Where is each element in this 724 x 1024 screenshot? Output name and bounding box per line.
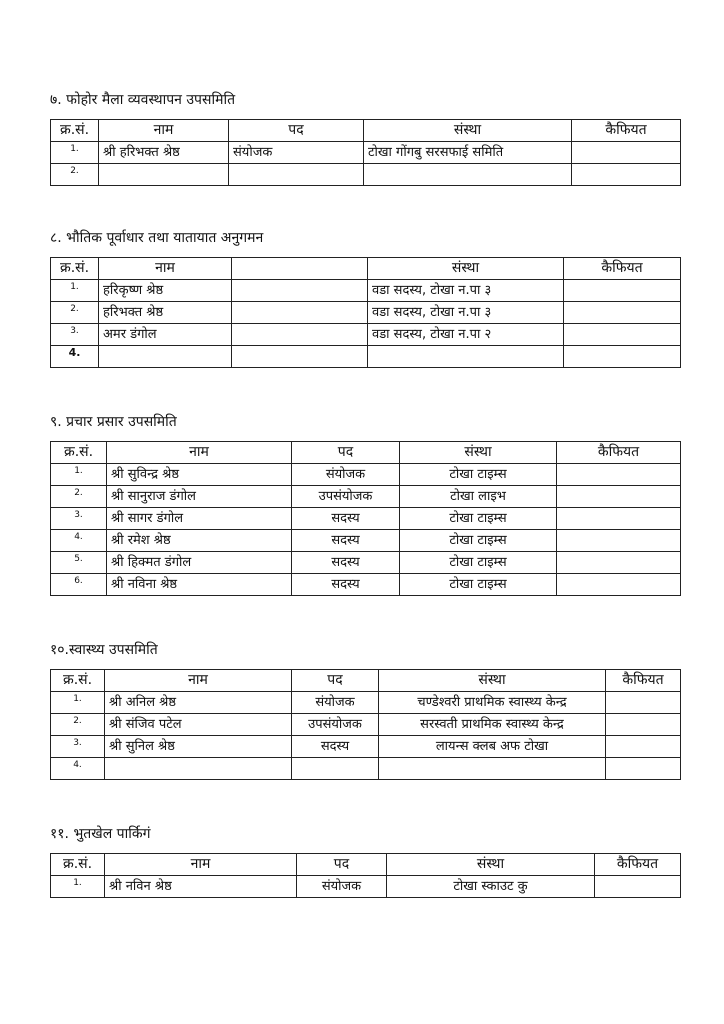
cell-sn: 3. (51, 508, 107, 530)
col-header-organization: संस्था (387, 854, 595, 876)
col-header-name: नाम (105, 670, 292, 692)
cell-remarks (557, 464, 681, 486)
section-heading: ७. फोहोर मैला व्यवस्थापन उपसमिति (50, 92, 236, 108)
cell-remarks (564, 280, 681, 302)
section-10 (50, 640, 681, 780)
table-row (51, 692, 681, 714)
cell-remarks (557, 574, 681, 596)
cell-remarks (606, 714, 681, 736)
cell-organization: चण्डेश्वरी प्राथमिक स्वास्थ्य केन्द्र (379, 692, 606, 714)
cell-organization: टोखा स्काउट कु (387, 876, 595, 898)
cell-post: सदस्य (292, 530, 400, 552)
cell-organization: वडा सदस्य, टोखा न.पा ३ (368, 302, 564, 324)
cell-organization: टोखा टाइम्स (400, 464, 557, 486)
col-header-sn: क्र.सं. (51, 442, 107, 464)
section-heading: ९. प्रचार प्रसार उपसमिति (50, 414, 177, 430)
cell-organization (368, 346, 564, 368)
cell-sn: 6. (51, 574, 107, 596)
cell-blank (232, 324, 368, 346)
col-header-name: नाम (107, 442, 292, 464)
cell-organization: टोखा गोंगबु सरसफाई समिति (364, 142, 572, 164)
table-row (51, 530, 681, 552)
cell-sn: 1. (51, 464, 107, 486)
committee-table (50, 257, 681, 368)
col-header-remarks: कैफियत (557, 442, 681, 464)
table-row (51, 486, 681, 508)
cell-post: सदस्य (292, 552, 400, 574)
cell-organization: टोखा टाइम्स (400, 552, 557, 574)
col-header-sn: क्र.सं. (51, 854, 105, 876)
table-row (51, 142, 681, 164)
table-header-row (51, 854, 681, 876)
table-header-row (51, 670, 681, 692)
col-header-organization: संस्था (379, 670, 606, 692)
cell-organization: टोखा लाइभ (400, 486, 557, 508)
cell-post: उपसंयोजक (292, 486, 400, 508)
cell-post: सदस्य (292, 736, 379, 758)
cell-sn: 2. (51, 164, 99, 186)
cell-organization: सरस्वती प्राथमिक स्वास्थ्य केन्द्र (379, 714, 606, 736)
table-header-row (51, 258, 681, 280)
cell-name: हरिभक्त श्रेष्ठ (99, 302, 232, 324)
cell-name: श्री हिक्मत डंगोल (107, 552, 292, 574)
cell-name: श्री नविन श्रेष्ठ (105, 876, 297, 898)
cell-name: श्री सुनिल श्रेष्ठ (105, 736, 292, 758)
cell-organization (364, 164, 572, 186)
cell-remarks (557, 508, 681, 530)
cell-organization: लायन्स क्लब अफ टोखा (379, 736, 606, 758)
cell-remarks (564, 302, 681, 324)
cell-sn: 4. (51, 346, 99, 368)
committee-table (50, 853, 681, 898)
col-header-name: नाम (105, 854, 297, 876)
cell-remarks (557, 530, 681, 552)
cell-name (99, 346, 232, 368)
cell-remarks (595, 876, 681, 898)
cell-remarks (572, 142, 681, 164)
col-header-organization: संस्था (368, 258, 564, 280)
cell-name: अमर डंगोल (99, 324, 232, 346)
section-heading: ८. भौतिक पूर्वाधार तथा यातायात अनुगमन (50, 230, 264, 246)
cell-organization: टोखा टाइम्स (400, 574, 557, 596)
cell-remarks (557, 486, 681, 508)
cell-remarks (564, 346, 681, 368)
table-row (51, 552, 681, 574)
cell-name: हरिकृष्ण श्रेष्ठ (99, 280, 232, 302)
cell-remarks (557, 552, 681, 574)
cell-sn: 5. (51, 552, 107, 574)
cell-sn: 2. (51, 486, 107, 508)
col-header-name: नाम (99, 258, 232, 280)
table-row (51, 164, 681, 186)
cell-name: श्री अनिल श्रेष्ठ (105, 692, 292, 714)
table-row (51, 736, 681, 758)
cell-post: उपसंयोजक (292, 714, 379, 736)
col-header-post: पद (229, 120, 364, 142)
col-header-post: पद (292, 670, 379, 692)
section-heading: १०.स्वास्थ्य उपसमिति (50, 642, 158, 658)
table-row (51, 758, 681, 780)
section-9 (50, 412, 681, 596)
col-header-name: नाम (99, 120, 229, 142)
cell-name (99, 164, 229, 186)
cell-organization (379, 758, 606, 780)
col-header-organization: संस्था (364, 120, 572, 142)
col-header-post: पद (297, 854, 387, 876)
cell-name: श्री सानुराज डंगोल (107, 486, 292, 508)
cell-name (105, 758, 292, 780)
table-row (51, 346, 681, 368)
section-7 (50, 90, 681, 186)
col-header-remarks: कैफियत (595, 854, 681, 876)
cell-sn: 4. (51, 530, 107, 552)
col-header-blank (232, 258, 368, 280)
cell-post (292, 758, 379, 780)
cell-organization: वडा सदस्य, टोखा न.पा २ (368, 324, 564, 346)
cell-post (229, 164, 364, 186)
cell-sn: 1. (51, 142, 99, 164)
section-11 (50, 824, 681, 898)
cell-post: संयोजक (292, 692, 379, 714)
cell-remarks (572, 164, 681, 186)
cell-post: सदस्य (292, 574, 400, 596)
committee-table (50, 441, 681, 596)
table-row (51, 280, 681, 302)
table-header-row (51, 442, 681, 464)
cell-organization: टोखा टाइम्स (400, 508, 557, 530)
table-row (51, 876, 681, 898)
cell-remarks (606, 736, 681, 758)
col-header-sn: क्र.सं. (51, 670, 105, 692)
table-row (51, 574, 681, 596)
cell-organization: वडा सदस्य, टोखा न.पा ३ (368, 280, 564, 302)
table-row (51, 324, 681, 346)
col-header-remarks: कैफियत (606, 670, 681, 692)
cell-name: श्री सुविन्द्र श्रेष्ठ (107, 464, 292, 486)
table-row (51, 714, 681, 736)
cell-remarks (606, 692, 681, 714)
col-header-remarks: कैफियत (572, 120, 681, 142)
cell-sn: 2. (51, 714, 105, 736)
cell-sn: 1. (51, 280, 99, 302)
table-row (51, 464, 681, 486)
cell-name: श्री संजिव पटेल (105, 714, 292, 736)
cell-remarks (606, 758, 681, 780)
cell-sn: 3. (51, 736, 105, 758)
cell-sn: 1. (51, 692, 105, 714)
cell-organization: टोखा टाइम्स (400, 530, 557, 552)
cell-name: श्री सागर डंगोल (107, 508, 292, 530)
cell-post: सदस्य (292, 508, 400, 530)
cell-remarks (564, 324, 681, 346)
section-heading: ११. भुतखेल पार्किगं (50, 826, 151, 842)
table-header-row (51, 120, 681, 142)
cell-name: श्री रमेश श्रेष्ठ (107, 530, 292, 552)
cell-sn: 3. (51, 324, 99, 346)
cell-name: श्री नविना श्रेष्ठ (107, 574, 292, 596)
cell-blank (232, 302, 368, 324)
committee-table (50, 669, 681, 780)
table-row (51, 508, 681, 530)
col-header-organization: संस्था (400, 442, 557, 464)
committee-table (50, 119, 681, 186)
cell-sn: 4. (51, 758, 105, 780)
cell-name: श्री हरिभक्त श्रेष्ठ (99, 142, 229, 164)
section-8 (50, 228, 681, 368)
cell-sn: 2. (51, 302, 99, 324)
col-header-sn: क्र.सं. (51, 120, 99, 142)
col-header-remarks: कैफियत (564, 258, 681, 280)
col-header-post: पद (292, 442, 400, 464)
cell-sn: 1. (51, 876, 105, 898)
cell-post: संयोजक (292, 464, 400, 486)
cell-blank (232, 346, 368, 368)
table-row (51, 302, 681, 324)
col-header-sn: क्र.सं. (51, 258, 99, 280)
cell-post: संयोजक (229, 142, 364, 164)
cell-post: संयोजक (297, 876, 387, 898)
cell-blank (232, 280, 368, 302)
